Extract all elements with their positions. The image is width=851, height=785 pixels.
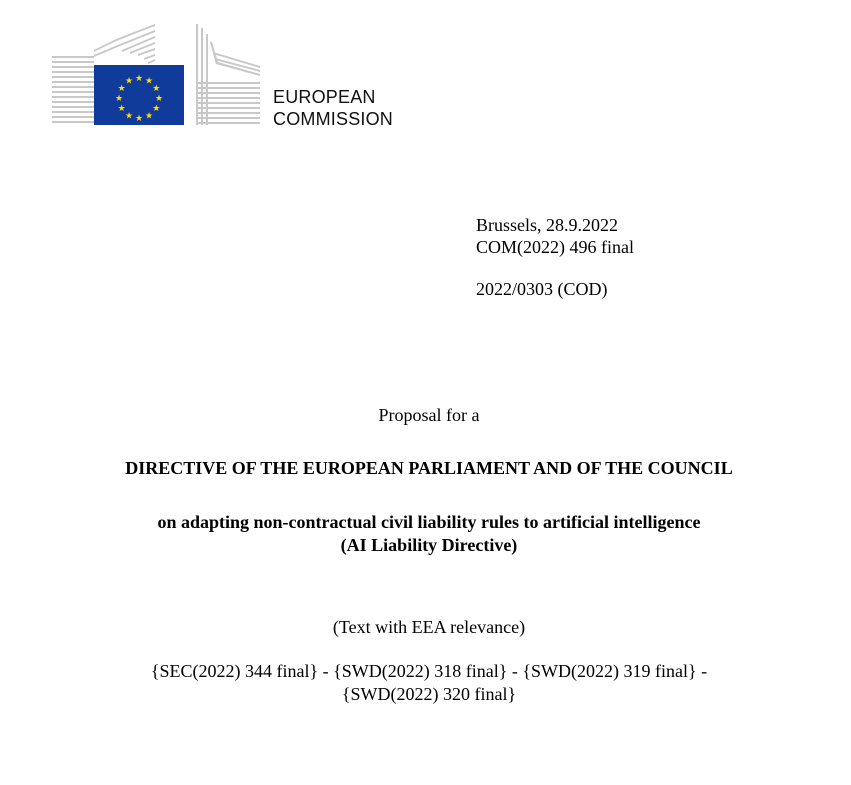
document-subject (0, 511, 851, 557)
references-line2: {SWD(2022) 320 final} (341, 684, 517, 704)
document-type-title: DIRECTIVE OF THE EUROPEAN PARLIAMENT AND OF THE COUNCIL (125, 458, 733, 478)
organization-name-line1: EUROPEAN (273, 87, 376, 107)
logo-building-stripes-right (196, 24, 260, 125)
svg-text:★: ★ (124, 111, 134, 122)
procedure-number: 2022/0303 (COD) (476, 279, 608, 299)
document-subject-line1: on adapting non-contractual civil liability rules to artificial intelligence (157, 512, 701, 532)
svg-text:★: ★ (152, 84, 161, 94)
svg-text:★: ★ (144, 111, 154, 122)
svg-text:★: ★ (152, 104, 161, 114)
svg-text:★: ★ (124, 76, 134, 87)
organization-name (273, 86, 393, 130)
european-commission-logo-icon (50, 22, 265, 128)
svg-text:★: ★ (134, 74, 144, 84)
references-line1: {SEC(2022) 344 final} - {SWD(2022) 318 final} - {SWD(2022) 319 final} - (150, 661, 708, 681)
eea-relevance: (Text with EEA relevance) (332, 617, 526, 637)
svg-text:★: ★ (134, 114, 144, 124)
svg-text:★: ★ (144, 76, 154, 87)
document-subject-line2: (AI Liability Directive) (340, 535, 518, 555)
organization-name-line2: COMMISSION (273, 109, 394, 129)
svg-text:★: ★ (114, 94, 124, 104)
document-meta (476, 214, 634, 300)
com-number: COM(2022) 496 final (476, 237, 634, 257)
svg-text:★: ★ (117, 104, 126, 114)
svg-text:★: ★ (154, 94, 164, 104)
place-date: Brussels, 28.9.2022 (476, 215, 619, 235)
document-references (0, 660, 851, 706)
proposal-line: Proposal for a (378, 405, 480, 425)
svg-text:★: ★ (117, 84, 126, 94)
